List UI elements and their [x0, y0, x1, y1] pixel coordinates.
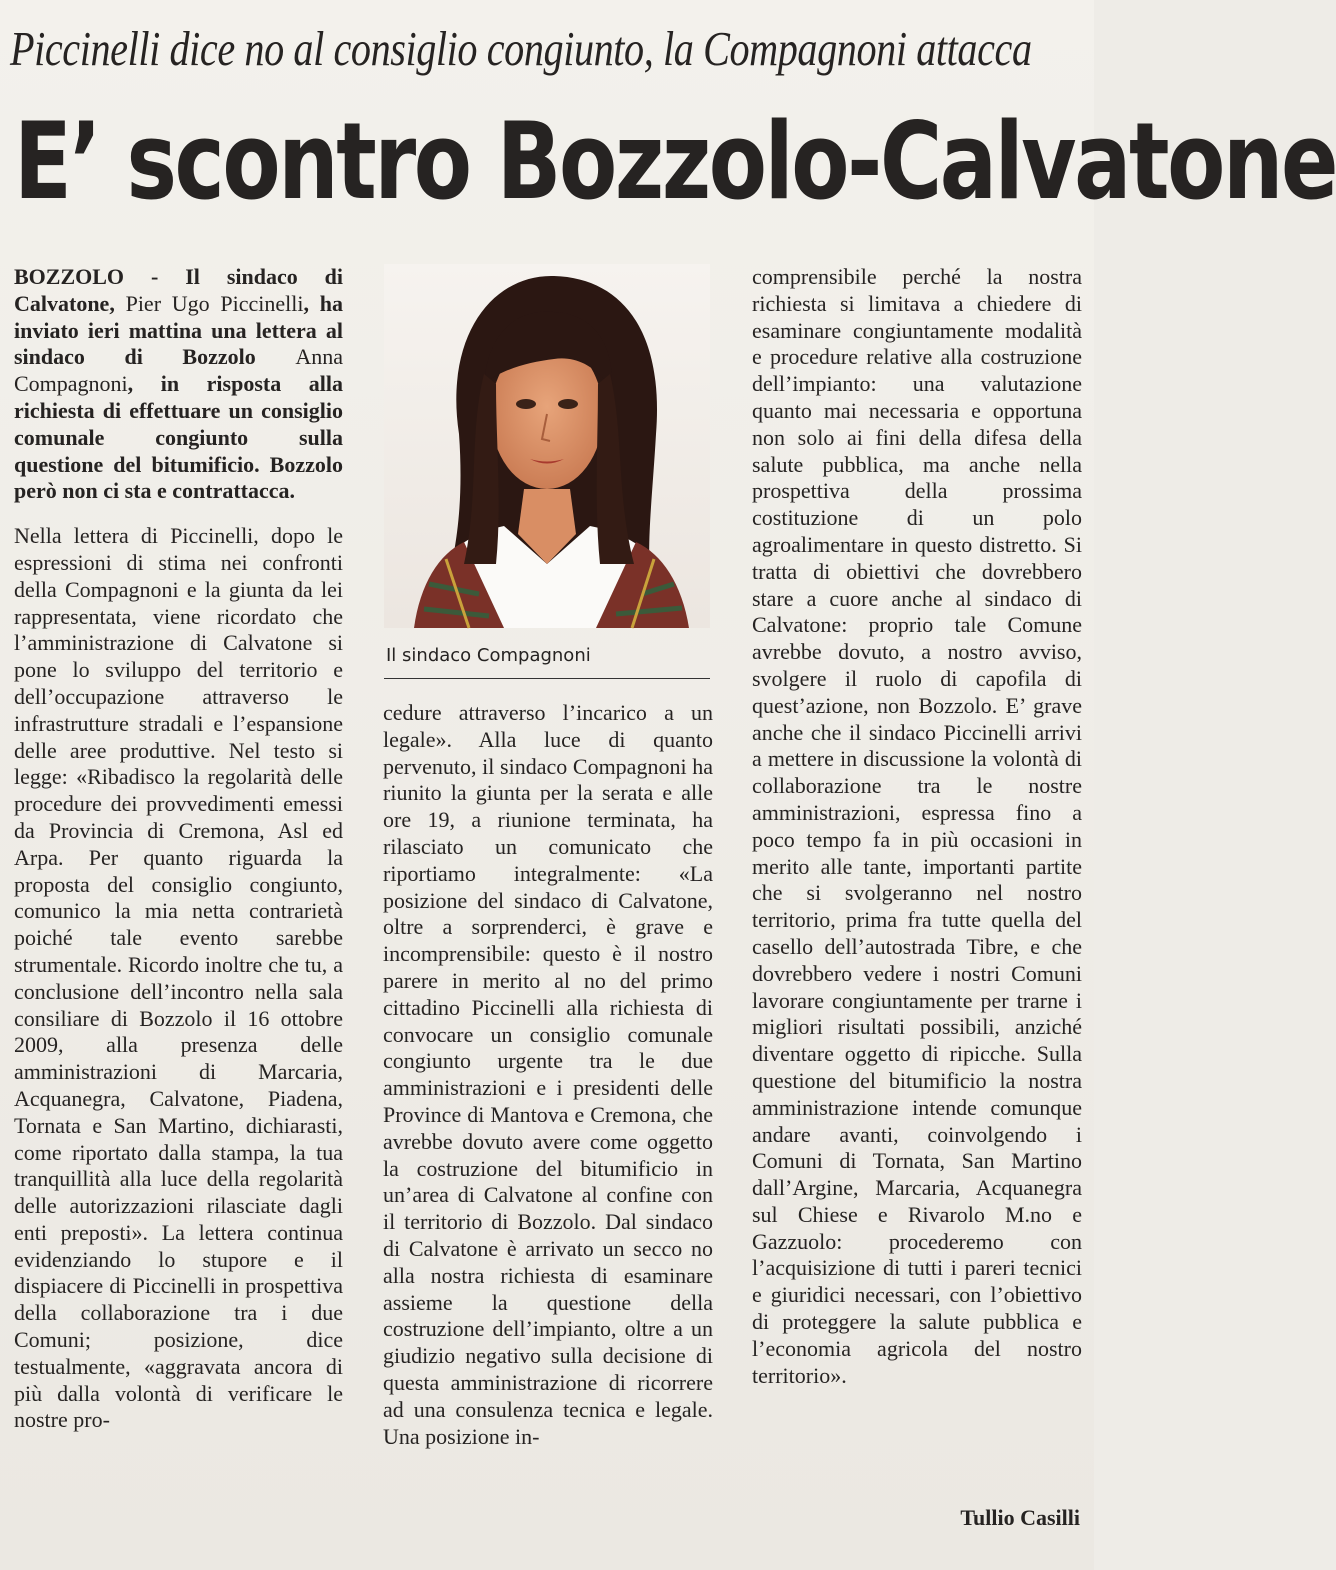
mayor-photo — [384, 264, 710, 628]
body-paragraph: Nella lettera di Piccinelli, dopo le espressioni di stima nei confronti della Compagnoni e la giunta da lei rappresentata, viene ricordato che l’amministrazione di Calvatone si pone lo sviluppo del territorio e dell’occupazione attraverso le infrastrutture stradali e l’espansione delle aree produttive. Nel testo si legge: «Ribadisco la regolarità delle procedure dei provvedimenti emessi da Provincia di Cremona, Asl ed Arpa. Per quanto riguarda la proposta del consiglio congiunto, comunico la mia netta contrarietà poiché tale evento sarebbe strumentale. Ricordo inoltre che tu, a conclusione dell’incontro nella sala consiliare di Bozzolo il 16 ottobre 2009, alla presenza delle amministrazioni di Marcaria, Acquanegra, Calvatone, Piadena, Tornata e San Martino, dichiarasti, come riportato dalla stampa, la tua tranquillità alla luce della regolarità delle autorizzazioni rilasciate dagli enti preposti». La lettera continua evidenziando lo stupore e il dispiacere di Piccinelli in prospettiva della collaborazione tra i due Comuni; posizione, dice testualmente, «aggravata ancora di più dalla volontà di verificare le nostre pro- — [14, 523, 343, 1433]
kicker-headline: Piccinelli dice no al consiglio congiunto, la Compagnoni attacca — [10, 21, 1032, 76]
author-byline: Tullio Casilli — [960, 1505, 1080, 1530]
body-paragraph: cedure attraverso l’incarico a un legale». Alla luce di quanto pervenuto, il sindaco Compagnoni ha riunito la giunta per la serata e alle ore 19, a riunione terminata, ha rilasciato un comunicato che riportiamo integralmente: «La posizione del sindaco di Calvatone, oltre a sorprenderci, è grave e incomprensibile: questo è il nostro parere in merito al no del primo cittadino Piccinelli alla richiesta di convocare un consiglio comunale congiunto urgente tra le due amministrazioni e i presidenti delle Province di Mantova e Cremona, che avrebbe dovuto avere come oggetto la costruzione del bitumificio in un’area di Calvatone al confine con il territorio di Bozzolo. Dal sindaco di Calvatone è arrivato un secco no alla nostra richiesta di esaminare assieme la questione della costruzione dell’impianto, oltre a un giudizio negativo sulla decisione di questa amministrazione di ricorrere ad una consulenza tecnica e legale. Una posizione in- — [383, 700, 713, 1449]
article-column-2 — [383, 700, 713, 1450]
lead-paragraph: BOZZOLO - Il sindaco di Calvatone, Pier Ugo Piccinelli, ha inviato ieri mattina una lettera al sindaco di Bozzolo Anna Compagnoni, in risposta alla richiesta di effettuare un consiglio comunale congiunto sulla questione del bitumificio. Bozzolo però non ci sta e contrattacca. — [14, 264, 344, 504]
dateline: BOZZOLO - — [14, 264, 186, 289]
body-paragraph: comprensibile perché la nostra richiesta si limitava a chiedere di esaminare congiuntamente modalità e procedure relative alla costruzione dell’impianto: una valutazione quanto mai necessaria e opportuna non solo ai fini della difesa della salute pubblica, ma anche nella prospettiva della prossima costituzione di un polo agroalimentare in questo distretto. Si tratta di obiettivi che dovrebbero stare a cuore anche al sindaco di Calvatone: proprio tale Comune avrebbe dovuto, a nostro avviso, svolgere il ruolo di capofila di quest’azione, non Bozzolo. E’ grave anche che il sindaco Piccinelli arrivi a mettere in discussione la volontà di collaborazione tra le nostre amministrazioni, espressa fino a poco tempo fa in più occasioni in merito alle tante, importanti partite che si svolgeranno nel nostro territorio, prima fra tutte quella del casello dell’autostrada Tibre, e che dovrebbero vedere i nostri Comuni lavorare congiuntamente per trarne i migliori risultati possibili, anziché diventare oggetto di ripicche. Sulla questione del bitumificio la nostra amministrazione intende comunque andare avanti, coinvolgendo i Comuni di Tornata, San Martino dall’Argine, Marcaria, Acquanegra sul Chiese e Rivarolo M.no e Gazzuolo: procederemo con l’acquisizione di tutti i pareri tecnici e giuridici necessari, con l’obiettivo di proteggere la salute pubblica e l’economia agricola del nostro territorio». — [752, 264, 1082, 1388]
caption-rule — [384, 678, 710, 679]
article-column-3 — [752, 264, 1082, 1389]
main-headline: E’ scontro Bozzolo-Calvatone — [14, 100, 1336, 223]
article-column-1 — [14, 264, 343, 1434]
photo-caption: Il sindaco Compagnoni — [386, 645, 591, 666]
